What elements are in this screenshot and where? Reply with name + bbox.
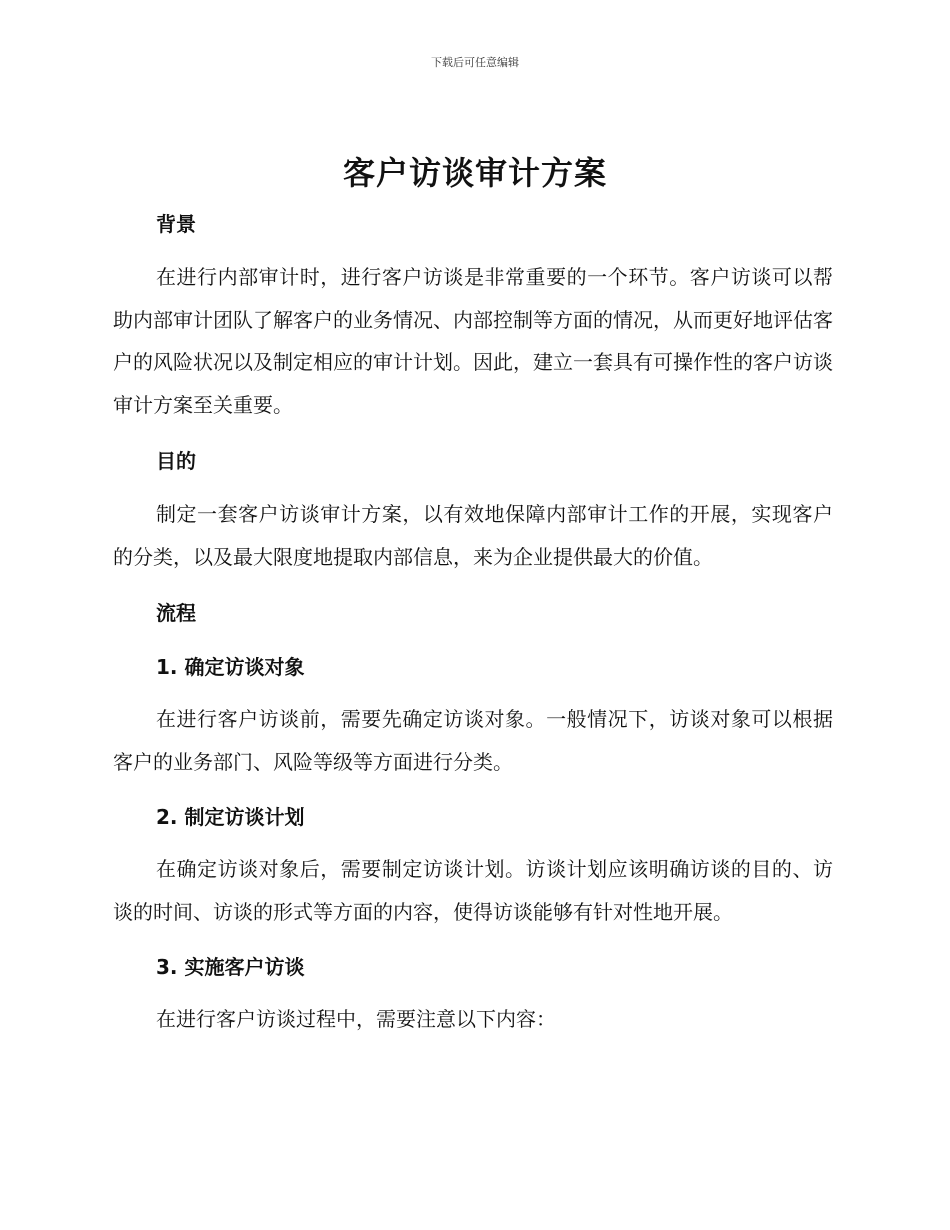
- step-text-3: 在进行客户访谈过程中，需要注意以下内容：: [156, 1007, 556, 1031]
- section-heading-purpose: 目的: [156, 449, 196, 473]
- header-note: 下载后可任意编辑: [431, 56, 519, 69]
- section-heading-flow: 流程: [156, 601, 196, 625]
- section-text-purpose: 制定一套客户访谈审计方案，以有效地保障内部审计工作的开展，实现客户的分类，以及最大限度地提取内部信息，来为企业提供最大的价值。: [113, 502, 833, 569]
- page-title: 客户访谈审计方案: [342, 154, 607, 192]
- step-text-2: 在确定访谈对象后，需要制定访谈计划。访谈计划应该明确访谈的目的、访谈的时间、访谈的形式等方面的内容，使得访谈能够有针对性地开展。: [113, 857, 833, 924]
- step-text-1: 在进行客户访谈前，需要先确定访谈对象。一般情况下，访谈对象可以根据客户的业务部门、风险等级等方面进行分类。: [113, 707, 833, 774]
- document-body: [113, 200, 833, 1041]
- section-text-background: 在进行内部审计时，进行客户访谈是非常重要的一个环节。客户访谈可以帮助内部审计团队了解客户的业务情况、内部控制等方面的情况，从而更好地评估客户的风险状况以及制定相应的审计计划。因此，建立一套具有可操作性的客户访谈审计方案至关重要。: [113, 265, 833, 417]
- section-heading-background: 背景: [156, 212, 196, 236]
- step-heading-1: 1. 确定访谈对象: [156, 655, 305, 679]
- step-heading-2: 2. 制定访谈计划: [156, 805, 305, 829]
- step-heading-3: 3. 实施客户访谈: [156, 955, 305, 979]
